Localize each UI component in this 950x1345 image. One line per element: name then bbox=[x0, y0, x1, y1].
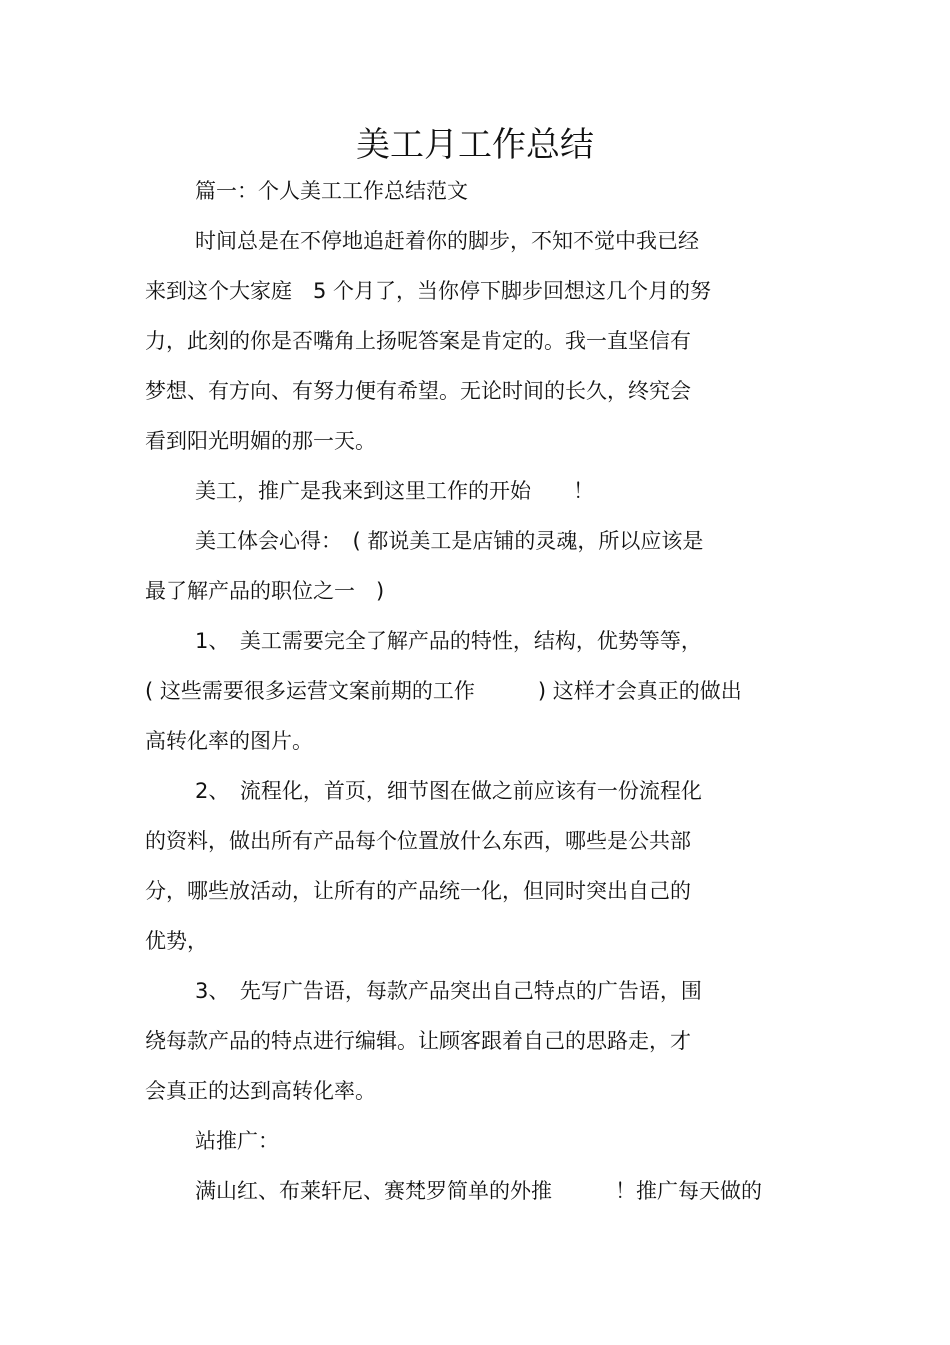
list-item-line: 分，哪些放活动，让所有的产品统一化，但同时突出自己的 bbox=[145, 879, 691, 903]
list-item-line: 1、 美工需要完全了解产品的特性，结构，优势等等， bbox=[195, 629, 702, 653]
list-item-line: ( 这些需要很多运营文案前期的工作 ) 这样才会真正的做出 bbox=[145, 679, 742, 703]
list-item-line: 高转化率的图片。 bbox=[145, 729, 313, 753]
paragraph-line: 来到这个大家庭 5 个月了，当你停下脚步回想这几个月的努 bbox=[145, 279, 712, 303]
list-item-line: 会真正的达到高转化率。 bbox=[145, 1079, 376, 1103]
paragraph-line: 梦想、有方向、有努力便有希望。无论时间的长久，终究会 bbox=[145, 379, 691, 403]
list-item-line: 绕每款产品的特点进行编辑。让顾客跟着自己的思路走，才 bbox=[145, 1029, 691, 1053]
paragraph-line: 满山红、布莱轩尼、赛梵罗简单的外推 ！推广每天做的 bbox=[195, 1179, 762, 1203]
document-title: 美工月工作总结 bbox=[356, 125, 594, 165]
paragraph-line: 看到阳光明媚的那一天。 bbox=[145, 429, 376, 453]
list-item-line: 的资料，做出所有产品每个位置放什么东西，哪些是公共部 bbox=[145, 829, 691, 853]
section-heading: 站推广： bbox=[195, 1129, 279, 1153]
paragraph-line: 力，此刻的你是否嘴角上扬呢答案是肯定的。我一直坚信有 bbox=[145, 329, 691, 353]
list-item-line: 2、 流程化，首页，细节图在做之前应该有一份流程化 bbox=[195, 779, 702, 803]
list-item-line: 3、 先写广告语，每款产品突出自己特点的广告语，围 bbox=[195, 979, 702, 1003]
paragraph-line: 最了解产品的职位之一 ) bbox=[145, 579, 385, 603]
list-item-line: 优势， bbox=[145, 929, 208, 953]
paragraph-line: 美工体会心得： ( 都说美工是店铺的灵魂，所以应该是 bbox=[195, 529, 704, 553]
section-heading: 篇一：个人美工工作总结范文 bbox=[195, 179, 468, 203]
paragraph-line: 时间总是在不停地追赶着你的脚步，不知不觉中我已经 bbox=[195, 229, 699, 253]
paragraph-line: 美工，推广是我来到这里工作的开始 ！ bbox=[195, 479, 594, 503]
